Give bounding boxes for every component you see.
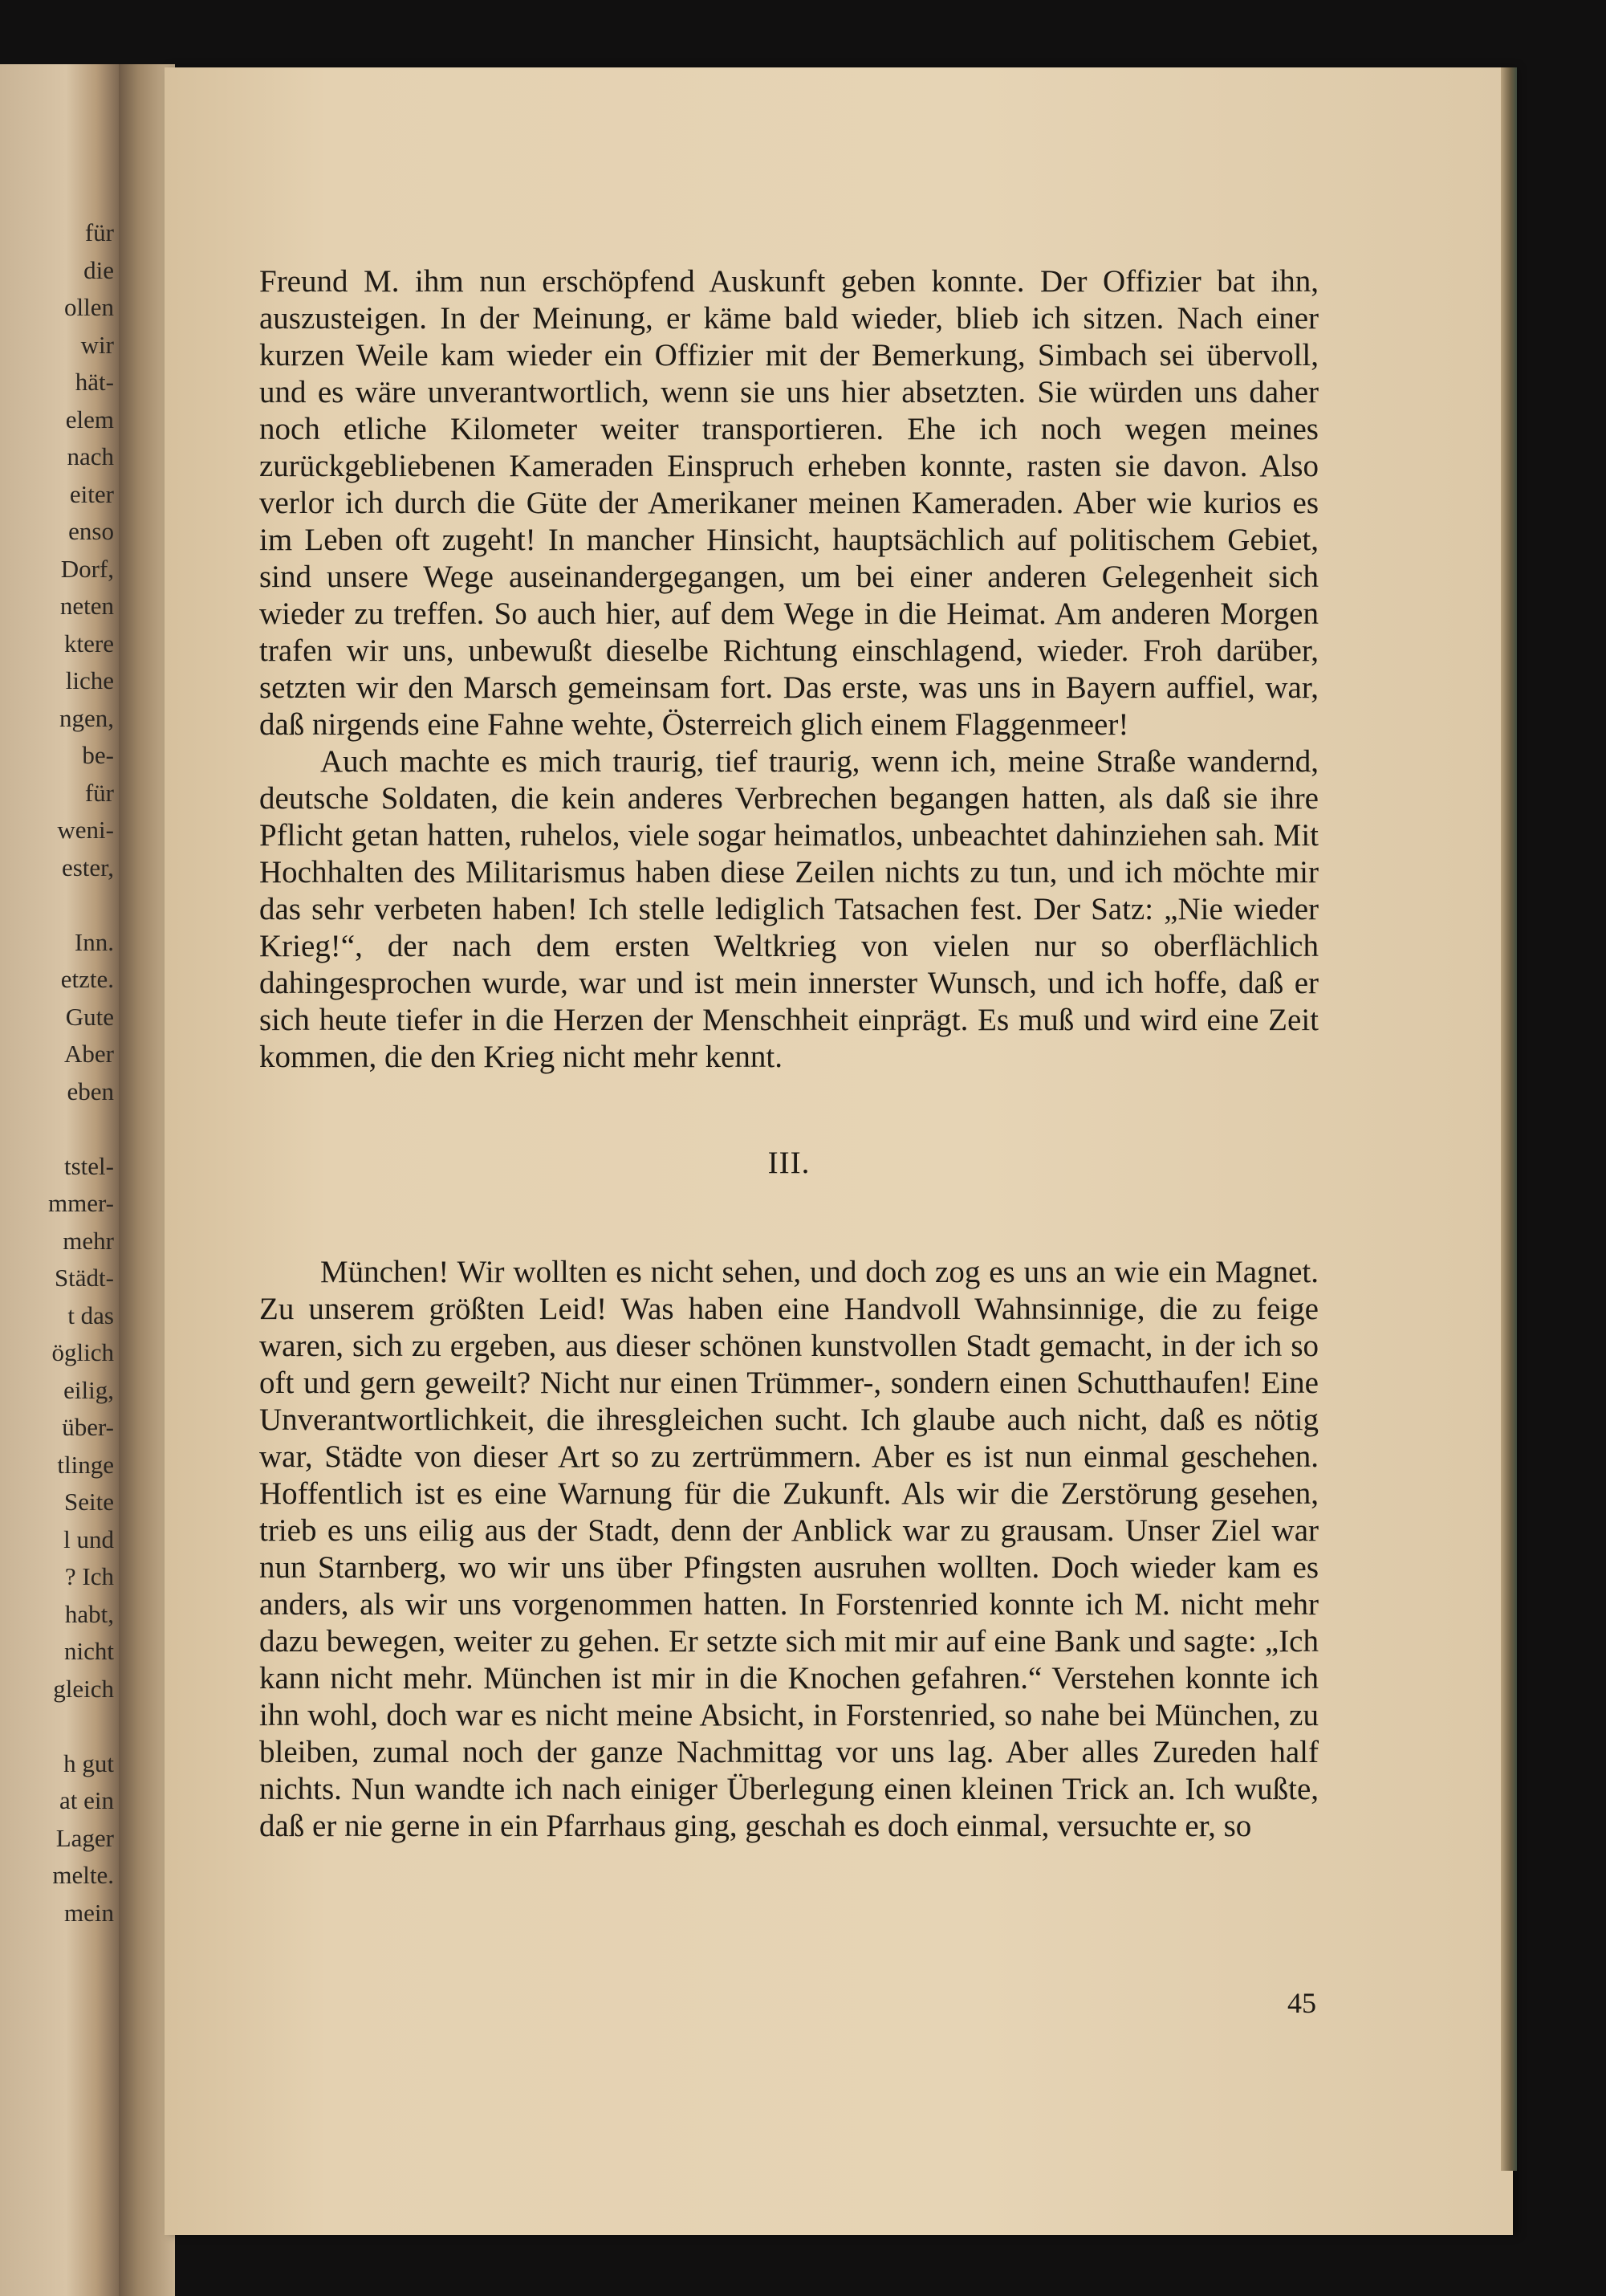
left-page-fragment: weni- xyxy=(57,816,114,844)
left-page-fragment: Gute xyxy=(65,1002,114,1031)
left-page-fragment: nicht xyxy=(64,1637,114,1665)
paragraph-3: München! Wir wollten es nicht sehen, und doch zog es uns an wie ein Magnet. Zu unserem größten Leid! Was haben eine Handvoll Wahnsinnige, die zu feige waren, sich zu ergeben, aus dieser schönen kunstvollen Stadt gemacht, in der ich so oft und gern geweilt? Nicht nur einen Trümmer-, sondern einen Schutthaufen! Eine Unverantwortlichkeit, die ihresgleichen sucht. Ich glaube auch nicht, daß es nötig war, Städte von dieser Art so zu zertrümmern. Aber es ist nun einmal geschehen. Hoffentlich ist es eine Warnung für die Zukunft. Als wir die Zerstörung gesehen, trieb es uns eilig aus der Stadt, denn der Anblick war zu grausam. Unser Ziel war nun Starnberg, wo wir uns über Pfingsten ausruhen wollten. Doch wieder kam es anders, als wir uns vorgenommen hatten. In Forstenried konnte ich M. nicht mehr dazu bewegen, weiter zu gehen. Er setzte sich mit mir auf eine Bank und sagte: „Ich kann nicht mehr. München ist mir in die Knochen gefahren.“ Verstehen konnte ich ihn wohl, doch war es nicht meine Absicht, in Forstenried, so nahe bei München, zu bleiben, zumal noch der ganze Nachmittag vor uns lag. Aber alles Zureden half nichts. Nun wandte ich nach einiger Überlegung einen kleinen Trick an. Ich wußte, daß er nie gerne in ein Pfarrhaus ging, geschah es doch einmal, versuchte er, so xyxy=(259,1255,1319,1843)
left-page-fragment: at ein xyxy=(59,1786,114,1814)
page-edge xyxy=(1501,67,1517,2171)
left-page-fragment: Inn. xyxy=(74,927,114,956)
left-page-fragment: nach xyxy=(67,442,114,470)
left-page-fragment: für xyxy=(84,218,114,246)
left-page-fragment: Dorf, xyxy=(60,554,114,583)
left-page-fragment: liche xyxy=(65,666,114,694)
left-page-fragment: Lager xyxy=(55,1823,114,1852)
left-page-fragment: ester, xyxy=(61,853,114,881)
left-page-fragment: Städt- xyxy=(54,1264,114,1292)
left-page-fragment: be- xyxy=(82,741,114,769)
left-page-fragment: eben xyxy=(67,1077,114,1105)
left-page-fragment: wir xyxy=(80,330,114,359)
page-body xyxy=(259,263,1319,1845)
left-page-fragment: enso xyxy=(68,517,114,545)
paragraph-1: Freund M. ihm nun erschöpfend Auskunft geben konnte. Der Offizier bat ihn, auszusteigen. In der Meinung, er käme bald wieder, blieb ich sitzen. Nach einer kurzen Weile kam wieder ein Offizier mit der Bemerkung, Simbach sei übervoll, und es wäre unverantwortlich, wenn sie uns hier absetzten. Sie würden uns daher noch etliche Kilometer weiter transportieren. Ehe ich noch wegen meines zurückgebliebenen Kameraden Einspruch erheben konnte, rasten sie davon. Also verlor ich durch die Güte der Amerikaner meinen Kameraden. Aber wie kurios es im Leben oft zugeht! In mancher Hinsicht, hauptsächlich auf politischem Gebiet, sind unsere Wege auseinandergegangen, um bei einer anderen Gelegenheit sich wieder zu treffen. So auch hier, auf dem Wege in die Heimat. Am anderen Morgen trafen wir uns, unbewußt dieselbe Richtung einschlagend, wieder. Froh darüber, setzten wir den Marsch gemeinsam fort. Das erste, was uns in Bayern auffiel, war, daß nirgends eine Fahne wehte, Österreich glich einem Flaggenmeer! xyxy=(259,264,1319,742)
left-page-fragment: melte. xyxy=(52,1861,114,1889)
left-page-fragment: t das xyxy=(67,1301,114,1329)
left-page-fragment: habt, xyxy=(64,1599,114,1628)
paragraph-2: Auch machte es mich traurig, tief traurig, wenn ich, meine Straße wandernd, deutsche Soldaten, die kein anderes Verbrechen begangen hatten, als daß sie ihre Pflicht getan hatten, ruhelos, viele sogar heimatlos, unbeachtet dahinziehen sah. Mit Hochhalten des Militarismus haben diese Zeilen nichts zu tun, und ich möchte mir das sehr verbeten haben! Ich stelle lediglich Tatsachen fest. Der Satz: „Nie wieder Krieg!“, der nach dem ersten Weltkrieg von vielen nur so oberflächlich dahingesprochen wurde, war und ist mein innerster Wunsch, und ich hoffe, daß er sich heute tiefer in die Herzen der Menschheit einprägt. Es muß und wird eine Zeit kommen, die den Krieg nicht mehr kennt. xyxy=(259,744,1319,1074)
left-page-fragment: hät- xyxy=(75,368,114,396)
left-page-fragment: öglich xyxy=(51,1338,114,1366)
left-page-fragment: h gut xyxy=(63,1748,114,1777)
left-page-fragment: l und xyxy=(63,1525,114,1553)
left-page-fragment: elem xyxy=(65,405,114,434)
left-page-fragment: eiter xyxy=(69,479,114,508)
left-page-fragment: eilig, xyxy=(63,1375,114,1404)
left-page-fragment: neten xyxy=(59,592,114,620)
left-page-fragment: für xyxy=(84,778,114,807)
section-heading: III. xyxy=(767,1146,811,1180)
left-page-fragment: tstel- xyxy=(64,1151,114,1180)
left-page-fragment: mein xyxy=(64,1898,114,1927)
page-number: 45 xyxy=(1287,1987,1316,2019)
left-page-fragment: gleich xyxy=(53,1674,114,1703)
left-page-fragment: Aber xyxy=(64,1040,114,1068)
left-page xyxy=(0,64,120,2296)
left-page-fragment: mehr xyxy=(63,1226,114,1255)
left-page-fragment: Seite xyxy=(64,1488,114,1516)
left-page-fragment: etzte. xyxy=(60,965,114,993)
left-page-fragment: über- xyxy=(62,1413,114,1441)
left-page-fragment: die xyxy=(83,255,114,284)
left-page-fragment: mmer- xyxy=(47,1189,114,1217)
left-page-fragment: tlinge xyxy=(57,1450,114,1479)
left-page-fragment: ngen, xyxy=(59,703,114,732)
left-page-fragment: ktere xyxy=(64,629,114,657)
left-page-fragment: ollen xyxy=(64,293,114,321)
left-page-fragment: ? Ich xyxy=(64,1562,114,1590)
